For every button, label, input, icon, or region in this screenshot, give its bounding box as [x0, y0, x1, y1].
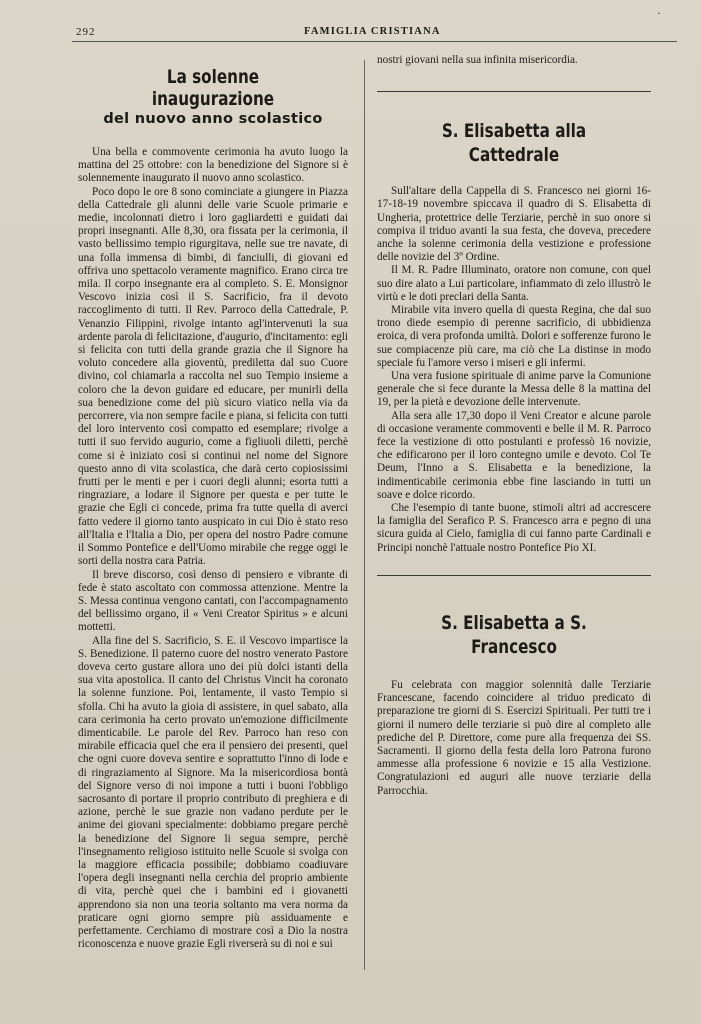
- article2-title: S. Elisabetta alla Cattedrale: [441, 120, 587, 167]
- article1-paragraph-1: Una bella e commovente cerimonia ha avuto luogo la mattina del 25 ottobre: con la benedizione del Signore si è solennemente inaugurato il nuovo anno scolastico.: [78, 146, 348, 185]
- left-column: [78, 60, 348, 951]
- journal-title: FAMIGLIA CRISTIANA: [304, 26, 441, 37]
- corner-mark: ·: [657, 6, 661, 20]
- article2-paragraph-3: Mirabile vita invero quella di questa Regina, che dal suo trono diede esempio di perenne sacrificio, di ubbidienza eroica, di vera profonda umiltà. Dolori e sofferenze furono le sue compiacenze più care, ma ciò che La distinse in modo speciale fu l'amore verso i miseri e gli infermi.: [377, 304, 651, 369]
- article1-title: La solenne inaugurazione: [151, 66, 275, 110]
- column-divider: [364, 60, 365, 970]
- article1-paragraph-4: Alla fine del S. Sacrificio, S. E. il Vescovo impartisce la S. Benedizione. Il paterno cuore del nostro venerato Pastore doveva certo gustare allora uno dei più dolci istanti della sua vita apostolica. Il canto del Christus Vincit ha coronato la solenne funzione. Poi, lentamente, il vasto Tempio si sfolla. Chi ha avuto la gioia di assistere, in quel sabato, alla cara cerimonia ha certo provato un'emozione difficilmente dimenticabile. Le parole del Rev. Parroco han reso con mirabile efficacia quel che era il pensiero dei presenti, quel che ogni cuore doveva sentire e soprattutto l'inno di lode e di ringraziamento al Signore. Ma la misericordiosa bontà del Signore verso di noi impone a tutti i buoni l'obbligo sacrosanto di portare il proprio contributo di preghiera e di azione, perchè le sue grazie non vadano perdute per le anime dei giovani specialmente: dobbiamo pregare perchè la benedizione del Signore li segua sempre, perchè l'insegnamento religioso istituito nelle Scuole si svolga con la maggiore efficacia possibile; dobbiamo coadiuvare l'opera degli insegnanti nella cerchia del proprio ambiente di vita, perchè quei che i bambini ed i giovanetti apprendono sia non una teoria soltanto ma vera norma da praticare ogni giorno sempre più assiduamente e perfettamente. Cerchiamo di mostrare così a Dio la nostra riconoscenza e nuove grazie Egli riverserà su di noi e sui: [78, 634, 348, 951]
- section-rule: [377, 91, 651, 92]
- article2-paragraph-4: Una vera fusione spirituale di anime parve la Comunione generale che si fece durante la Messa delle 8 la mattina del 19, per la pietà e devozione delle intervenute.: [377, 370, 651, 409]
- article1-paragraph-4-continued: nostri giovani nella sua infinita misericordia.: [377, 54, 578, 66]
- article3-paragraph-1: Fu celebrata con maggior solennità dalle Terziarie Francescane, facendo coincidere al triduo predicato di preparazione tre giorni di S. Esercizi Spirituali. Per tutti tre i giorni il numero delle terziarie si può dire al completo alle prediche del P. Direttore, come pure alla frequenza dei SS. Sacramenti. Il giorno della festa della loro Patrona furono ammesse alla professione 6 novizie e 15 alla Vestizione. Congratulazioni ed auguri alle nuove terziarie della Parrocchia.: [377, 678, 651, 797]
- page-number: 292: [76, 26, 96, 38]
- page-header: [74, 22, 661, 42]
- article2-paragraph-5: Alla sera alle 17,30 dopo il Veni Creator e alcune parole di occasione veramente commoventi e belle il M. R. Parroco fece la vestizione di otto postulanti e professò 16 novizie, che edificarono per il loro contegno umile e devoto. Col Te Deum, l'Inno a S. Elisabetta e la benedizione, la indimenticabile cerimonia ebbe fine lasciando in tutti un soave e dolce ricordo.: [377, 409, 651, 501]
- article1-paragraph-3: Il breve discorso, così denso di pensiero e vibrante di fede è stato ascoltato con commossa attenzione. Mentre la S. Messa continua vengono cantati, con l'accompagnamento del bellissimo organo, il « Veni Creator Spiritus » e alcuni mottetti.: [78, 568, 348, 634]
- section-rule-2: [377, 575, 651, 576]
- article2-paragraph-2: Il M. R. Padre Illuminato, oratore non comune, con quel suo dire alato a Lui particolare, infiammato di zelo illustrò le virtù e le doti preclari della Santa.: [377, 264, 651, 303]
- article2-paragraph-6: Che l'esempio di tante buone, stimoli altri ad accrescere la famiglia del Serafico P. S. Francesco arra e pegno di una sicura guida al Cielo, famiglia di cui fanno parte Cardinali e Principi nonchè l'attuale nostro Pontefice Pio XI.: [377, 502, 651, 554]
- right-column: [377, 54, 651, 798]
- article3-title: S. Elisabetta a S. Francesco: [441, 611, 587, 658]
- article2-paragraph-1: Sull'altare della Cappella di S. Francesco nei giorni 16-17-18-19 novembre spiccava il quadro di S. Elisabetta di Ungheria, protettrice delle Terziarie, perchè in suo onore si compiva il triduo avanti la sua festa, che doveva, precedere anche la solenne cerimonia della vestizione e professione delle novizie del 3º Ordine.: [377, 185, 651, 264]
- article1-subtitle: del nuovo anno scolastico: [103, 111, 323, 127]
- article1-continuation-placeholder: [377, 54, 651, 67]
- article1-paragraph-2: Poco dopo le ore 8 sono cominciate a giungere in Piazza della Cattedrale gli alunni delle varie Scuole primarie e medie, incolonnati dietro i loro gagliardetti e guidati dai propri insegnanti. Alle 8,30, ora fissata per la cerimonia, il vasto bellissimo tempio rigurgitava, nelle sue tre navate, di una folla immensa di bimbi, di fanciulli, di giovani ed offriva uno spettacolo veramente magnifico. Erano circa tre mila. Il corpo insegnante era al completo. S. E. Monsignor Vescovo inizia così il S. Sacrificio, fra il devoto raccoglimento di tutti. Il Rev. Parroco della Cattedrale, P. Venanzio Filippini, rivolge intanto agl'intervenuti la sua ardente parola di felicitazione, d'augurio, d'incitamento: egli si felicita con tutti della grande grazia che il Signore ha voluto concedere alla gioventù, prediletta dal suo Cuore divino, col chiamarla a raccolta nel suo Tempio insieme a coloro che la devon guidare ed educare, per munirli della sua benedizione come del più sicuro viatico nella via da percorrere, via non sempre facile e piana, si felicita con tutti del loro intervento così compatto ed esemplare; rivolge a tutti il suo fervido augurio, come a figliuoli diletti, perchè come si è iniziato così si continui nel nome del Signore questo anno di vita scolastica, che darà certo copiosissimi frutti per le menti e per i cuori degli alunni; esorta tutti a ringraziare, a lodare il Signore per questa e per tutte le grazie che Egli ci concede, prima fra tutte quella di averci fatto vedere il giorno tanto auspicato in cui Dio è stato reso all'Italia e l'Italia a Dio, per opera del nostro Padre comune il Sommo Pontefice e dell'Uomo mirabile che regge oggi le sorti della nostra cara Patria.: [78, 185, 348, 568]
- header-rule: [72, 41, 677, 42]
